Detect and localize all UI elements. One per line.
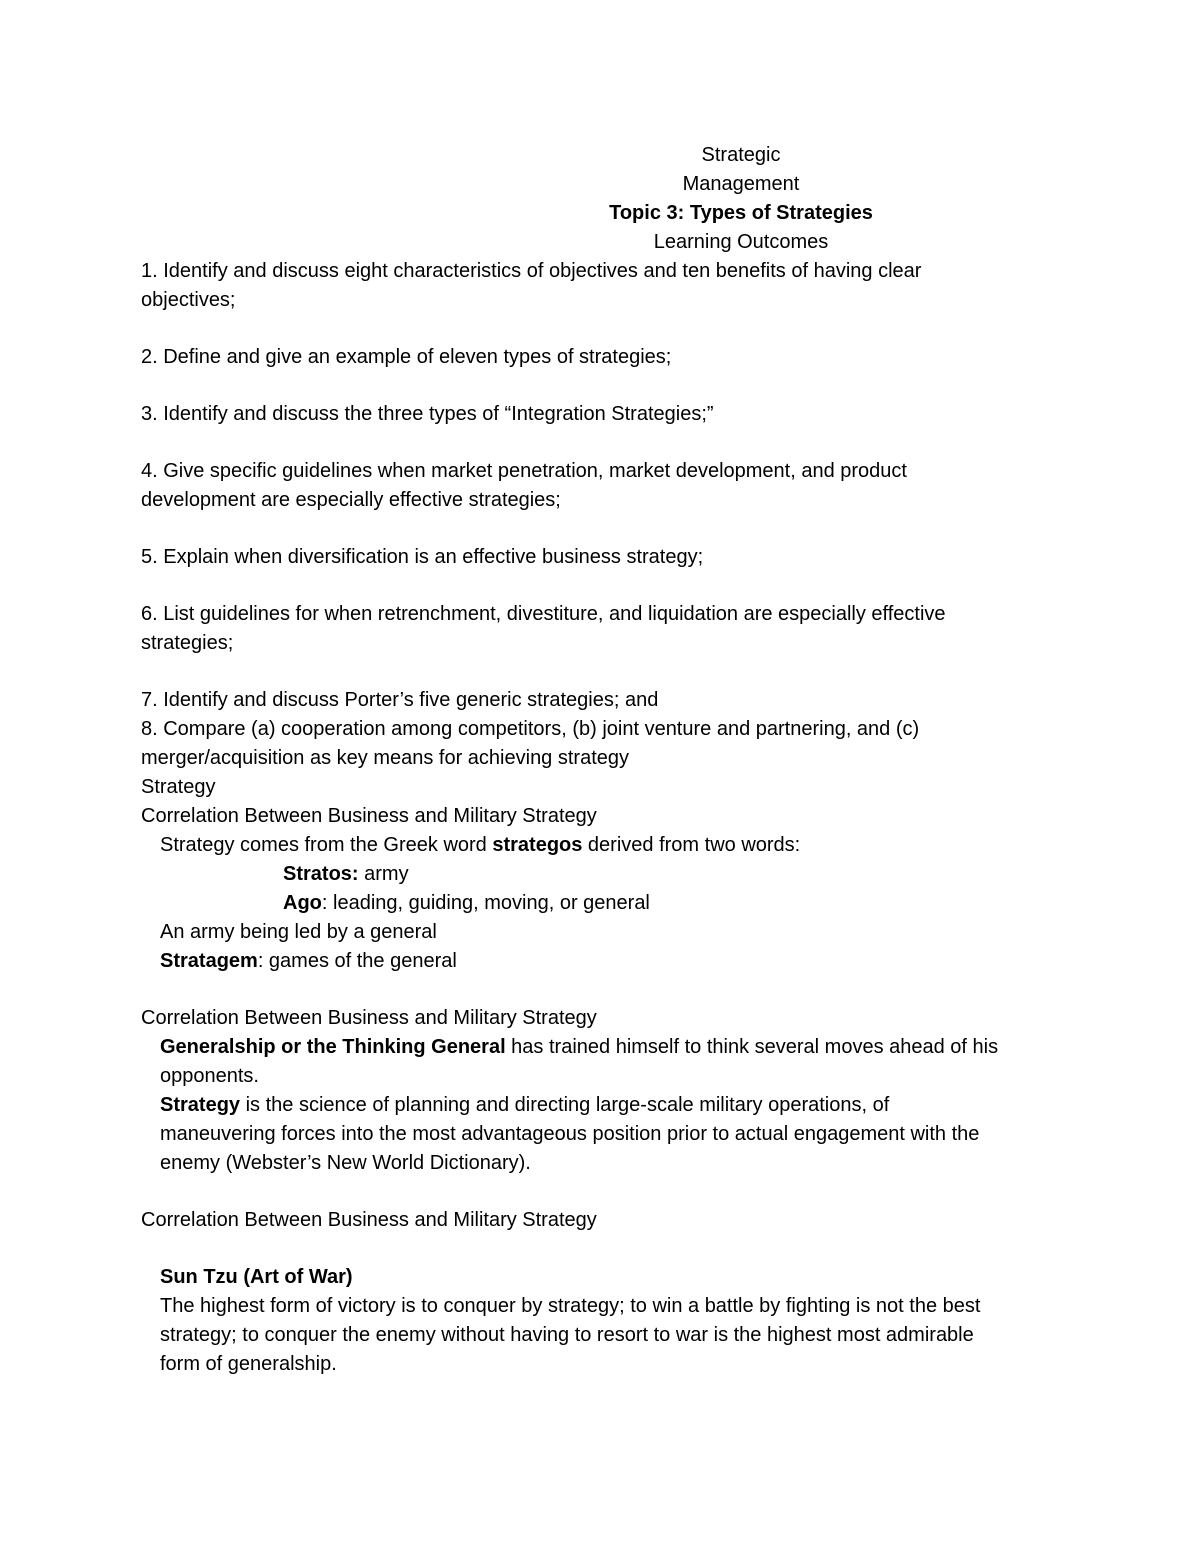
outcome-line: 2. Define and give an example of eleven types of strategies; bbox=[141, 346, 672, 368]
outcome-line: strategies; bbox=[141, 632, 234, 654]
document-body bbox=[141, 141, 1061, 1379]
generalship-definition-cont: opponents. bbox=[160, 1065, 259, 1087]
generalship-definition: Generalship or the Thinking General has trained himself to think several moves ahead of his bbox=[160, 1036, 999, 1058]
strategy-definition-cont: maneuvering forces into the most advantageous position prior to actual engagement with the bbox=[160, 1123, 980, 1145]
greek-origin-line: Strategy comes from the Greek word strategos derived from two words: bbox=[160, 834, 801, 856]
outcome-line: 1. Identify and discuss eight characteristics of objectives and ten benefits of having clear bbox=[141, 260, 922, 282]
section-heading: Correlation Between Business and Military Strategy bbox=[141, 1209, 597, 1231]
outcome-line: merger/acquisition as key means for achieving strategy bbox=[141, 747, 630, 769]
strategy-heading: Strategy bbox=[141, 776, 216, 798]
outcome-line: 4. Give specific guidelines when market penetration, market development, and product bbox=[141, 460, 907, 482]
army-line: An army being led by a general bbox=[160, 921, 437, 943]
ago-definition: Ago: leading, guiding, moving, or general bbox=[283, 892, 650, 914]
outcome-line: 8. Compare (a) cooperation among competitors, (b) joint venture and partnering, and (c) bbox=[141, 718, 920, 740]
outcome-line: 6. List guidelines for when retrenchment, divestiture, and liquidation are especially effective bbox=[141, 603, 946, 625]
quote-text: strategy; to conquer the enemy without having to resort to war is the highest most admirable bbox=[160, 1324, 974, 1346]
stratos-definition: Stratos: army bbox=[283, 863, 409, 885]
strategy-definition-cont: enemy (Webster’s New World Dictionary). bbox=[160, 1152, 531, 1174]
outcome-line: 7. Identify and discuss Porter’s five generic strategies; and bbox=[141, 689, 659, 711]
strategy-definition: Strategy is the science of planning and directing large-scale military operations, of bbox=[160, 1094, 890, 1116]
outcome-line: objectives; bbox=[141, 289, 236, 311]
title-line-2: Management bbox=[682, 173, 800, 195]
outcome-line: 3. Identify and discuss the three types of “Integration Strategies;” bbox=[141, 403, 714, 425]
section-heading: Correlation Between Business and Military Strategy bbox=[141, 1007, 597, 1029]
quote-title: Sun Tzu (Art of War) bbox=[160, 1266, 353, 1288]
outcome-line: development are especially effective strategies; bbox=[141, 489, 561, 511]
stratagem-definition: Stratagem: games of the general bbox=[160, 950, 457, 972]
learning-outcomes-heading: Learning Outcomes bbox=[653, 231, 829, 253]
topic-heading: Topic 3: Types of Strategies bbox=[609, 202, 873, 224]
section-heading: Correlation Between Business and Military Strategy bbox=[141, 805, 597, 827]
quote-text: The highest form of victory is to conquer by strategy; to win a battle by fighting is not the best bbox=[160, 1295, 981, 1317]
title-line-1: Strategic bbox=[701, 144, 781, 166]
outcome-line: 5. Explain when diversification is an effective business strategy; bbox=[141, 546, 704, 568]
quote-text: form of generalship. bbox=[160, 1353, 337, 1375]
